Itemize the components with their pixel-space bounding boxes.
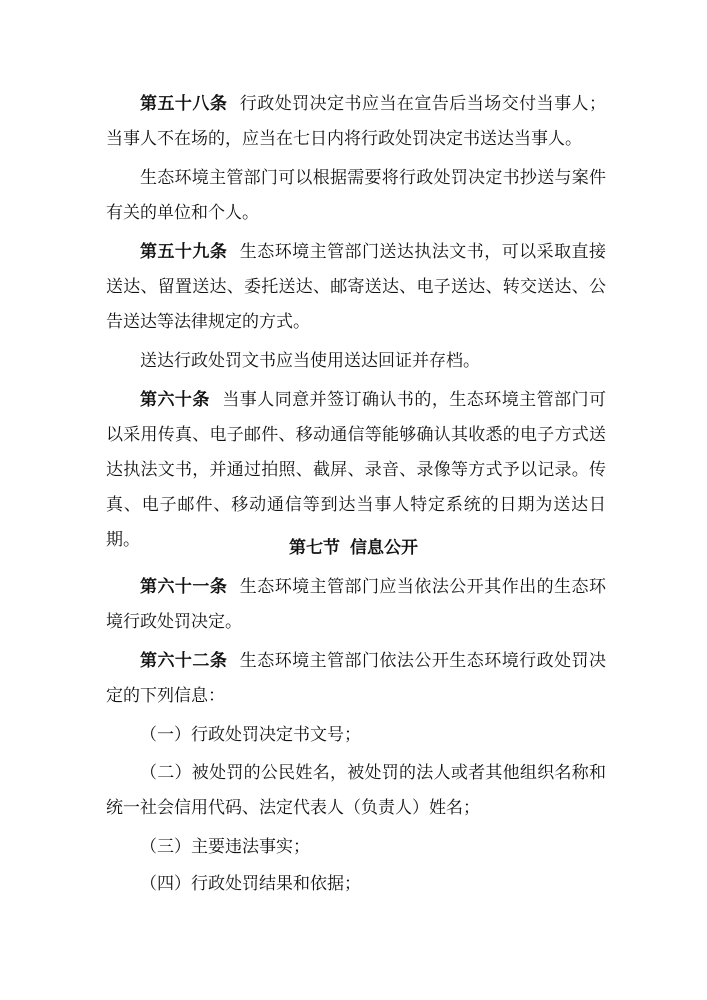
list-item: （二）被处罚的公民姓名，被处罚的法人或者其他组织名称和统一社会信用代码、法定代表人（负责人）姓名； xyxy=(106,763,606,818)
section-number: 第七节 xyxy=(289,538,340,558)
article-number: 第五十九条 xyxy=(140,242,228,262)
article-text: 当事人同意并签订确认书的，生态环境主管部门可以采用传真、电子邮件、移动通信等能够确认其收悉的电子方式送达执法文书，并通过拍照、截屏、录音、录像等方式予以记录。传真、电子邮件、移动通信等到达当事人特定系统的日期为送达日期。 xyxy=(106,390,607,550)
article-text: 行政处罚决定书应当在宣告后当场交付当事人；当事人不在场的，应当在七日内将行政处罚决定书送达当事人。 xyxy=(106,94,607,149)
section-title: 信息公开 xyxy=(350,538,418,558)
article-61 xyxy=(106,570,606,640)
article-59-para-2 xyxy=(106,344,606,379)
article-text: 生态环境主管部门依法公开生态环境行政处罚决定的下列信息： xyxy=(106,651,607,706)
article-62 xyxy=(106,644,606,714)
article-number: 第五十八条 xyxy=(140,94,228,114)
article-text: 送达行政处罚文书应当使用送达回证并存档。 xyxy=(140,351,480,371)
section-heading xyxy=(0,531,707,566)
article-58 xyxy=(106,87,606,157)
article-number: 第六十一条 xyxy=(140,577,228,597)
list-item: （一）行政处罚决定书文号； xyxy=(140,725,361,745)
list-item: （四）行政处罚结果和依据； xyxy=(140,874,361,894)
article-text: 生态环境主管部门送达执法文书，可以采取直接送达、留置送达、委托送达、邮寄送达、电子送达、转交送达、公告送达等法律规定的方式。 xyxy=(106,242,607,332)
article-number: 第六十二条 xyxy=(140,651,228,671)
article-59 xyxy=(106,235,606,340)
article-58-para-2 xyxy=(106,161,606,231)
article-text: 生态环境主管部门可以根据需要将行政处罚决定书抄送与案件有关的单位和个人。 xyxy=(106,168,606,223)
article-number: 第六十条 xyxy=(140,390,210,410)
list-item: （三）主要违法事实； xyxy=(140,837,310,857)
article-text: 生态环境主管部门应当依法公开其作出的生态环境行政处罚决定。 xyxy=(106,577,607,632)
